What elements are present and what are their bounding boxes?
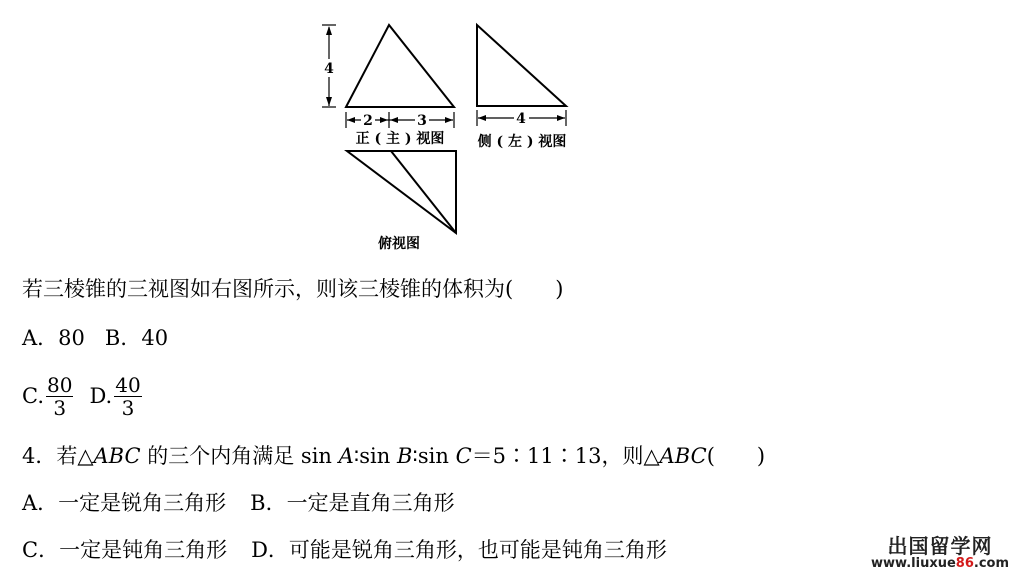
q3-options-cd: C. $\frac{80}{3}$ D. $\frac{40}{3}$ (22, 372, 141, 420)
front-view-triangle (346, 25, 454, 107)
front-height-label: 4 (324, 61, 334, 77)
three-view-figure (0, 0, 1023, 260)
side-view-triangle (477, 25, 566, 106)
q4-option-a: A．一定是锐角三角形 (22, 491, 227, 515)
front-left-label: 2 (363, 113, 373, 129)
q4-options-cd (22, 537, 667, 563)
top-view-caption: 俯视图 (378, 236, 420, 252)
q3-option-c-fraction: $\frac{80}{3}$ (47, 372, 73, 420)
side-view-caption: 侧 ( 左 ) 视图 (477, 134, 567, 150)
watermark-url: www.liuxue86.com (871, 556, 1009, 571)
q3-stem: 若三棱锥的三视图如右图所示，则该三棱锥的体积为( ) (22, 277, 564, 301)
q4-stem: 4．若△ ABC 的三个内角满足 sin A ∶sin B ∶sin C ＝5∶11∶13，则△ ABC ( ) (22, 444, 766, 468)
q4-options-ab (22, 490, 455, 516)
q3-option-d-fraction: $\frac{40}{3}$ (115, 372, 141, 420)
q4-option-c: C．一定是钝角三角形 (22, 538, 228, 562)
front-right-label: 3 (417, 113, 427, 129)
q3-option-a: 80 (58, 326, 85, 350)
q3-options-ab: A． 80 B． 40 (22, 326, 169, 350)
side-width-label: 4 (516, 111, 526, 127)
site-watermark (871, 535, 1009, 571)
q4-option-d: D．可能是锐角三角形，也可能是钝角三角形 (251, 538, 667, 562)
q4-option-b: B．一定是直角三角形 (250, 491, 455, 515)
front-view-caption: 正 ( 主 ) 视图 (355, 131, 445, 147)
q3-option-b: 40 (141, 326, 169, 350)
watermark-title: 出国留学网 (887, 534, 993, 558)
